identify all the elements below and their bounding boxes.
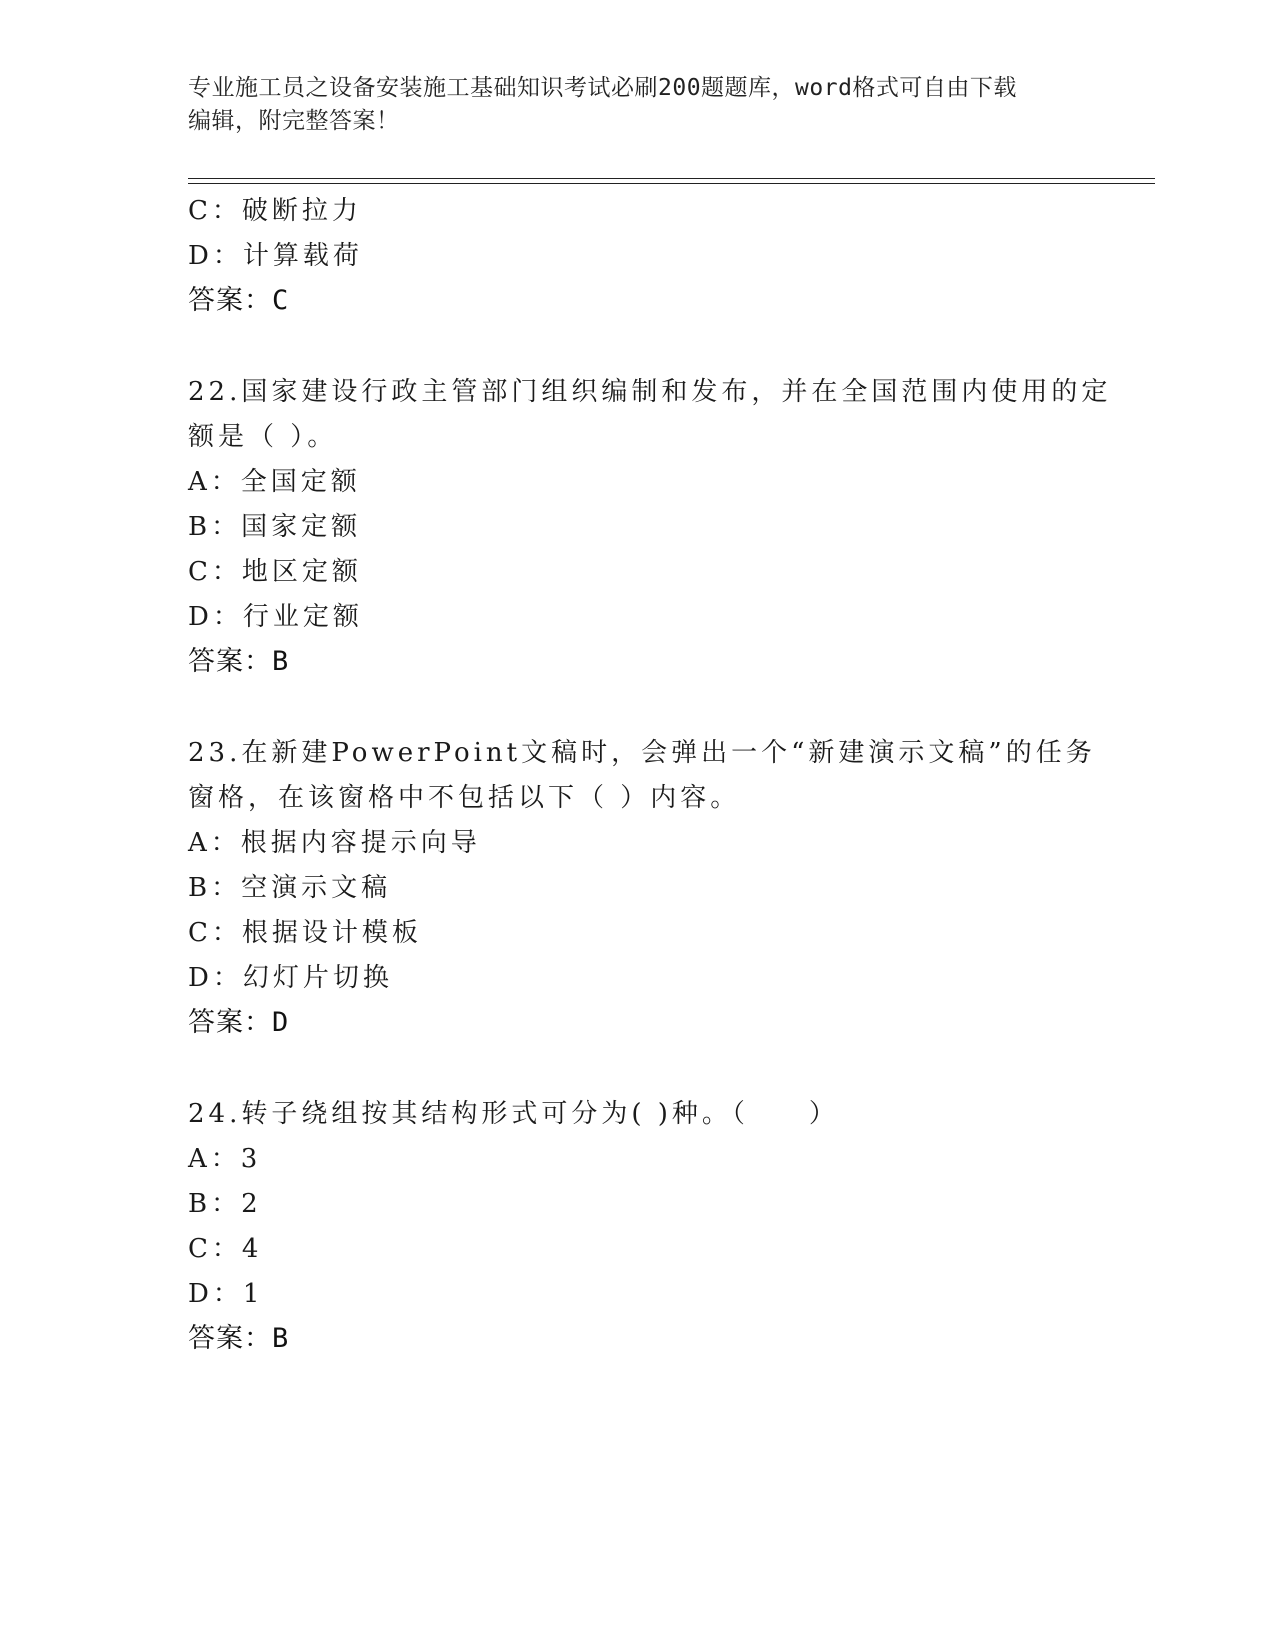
q24-option-d: D：1 [188, 1279, 264, 1309]
header-line-2: 编辑，附完整答案！ [188, 108, 400, 134]
q24-option-b: B：2 [188, 1189, 262, 1219]
q23-stem-line-2: 窗格，在该窗格中不包括以下（ ）内容。 [188, 783, 741, 813]
q24-answer: 答案：B [188, 1323, 290, 1354]
q23-option-d: D：幻灯片切换 [188, 963, 393, 993]
q22-option-b: B：国家定额 [188, 512, 362, 542]
q23-option-a: A：根据内容提示向导 [188, 828, 481, 858]
q21-option-d: D：计算载荷 [188, 241, 363, 271]
q23-stem-line-1: 23.在新建PowerPoint文稿时，会弹出一个“新建演示文稿”的任务 [188, 738, 1096, 768]
q21-option-c: C：破断拉力 [188, 196, 362, 226]
q24-stem-line-1: 24.转子绕组按其结构形式可分为( )种。（ ） [188, 1099, 839, 1129]
header-line-1: 专业施工员之设备安装施工基础知识考试必刷200题题库，word格式可自由下载 [188, 75, 1017, 101]
q24-option-a: A：3 [188, 1144, 262, 1174]
document-header [188, 72, 1088, 138]
header-divider-top [188, 178, 1155, 179]
q22-stem-line-1: 22.国家建设行政主管部门组织编制和发布，并在全国范围内使用的定 [188, 377, 1112, 407]
q22-option-c: C：地区定额 [188, 557, 362, 587]
q22-option-a: A：全国定额 [188, 467, 361, 497]
q23-answer: 答案：D [188, 1007, 290, 1038]
q22-stem-line-2: 额是（ ）。 [188, 422, 338, 452]
q22-option-d: D：行业定额 [188, 602, 363, 632]
q23-option-b: B：空演示文稿 [188, 873, 392, 903]
q21-answer: 答案：C [188, 285, 290, 316]
q23-option-c: C：根据设计模板 [188, 918, 422, 948]
q24-option-c: C：4 [188, 1234, 263, 1264]
header-divider-bottom [188, 183, 1155, 184]
q22-answer: 答案：B [188, 646, 290, 677]
